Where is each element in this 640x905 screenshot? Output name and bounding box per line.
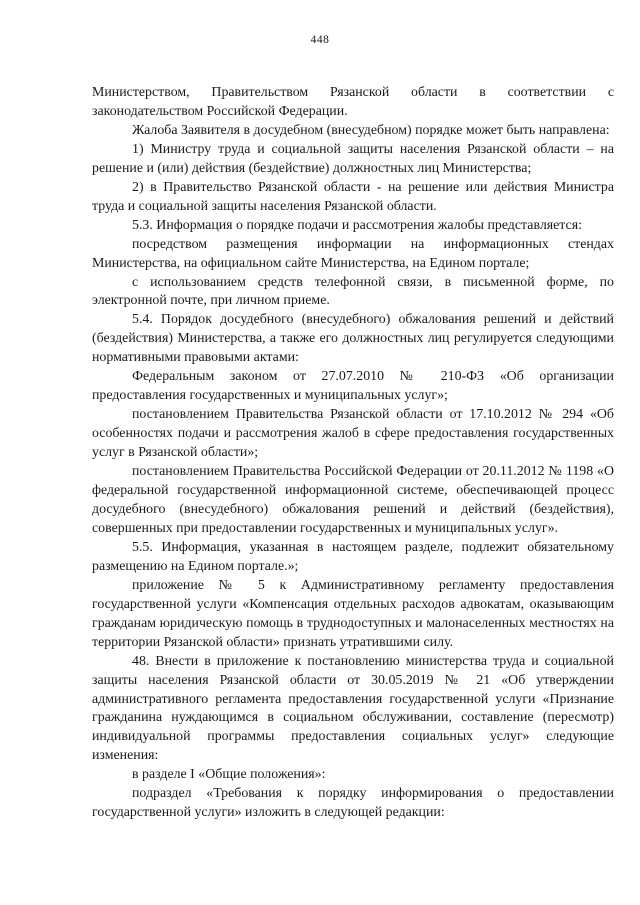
document-body <box>92 84 614 823</box>
paragraph-section-1: в разделе I «Общие положения»: <box>132 767 326 783</box>
paragraph-ministry-continuation: Министерством, Правительством Рязанской области в соответствии с законодательством Российской Федерации. <box>92 85 614 119</box>
paragraph-5-5: 5.5. Информация, указанная в настоящем разделе, подлежит обязательному размещению на Едином портале.»; <box>92 539 614 574</box>
paragraph-48: 48. Внести в приложение к постановлению министерства труда и социальной защиты населения Рязанской области от 30.05.2019 № 21 «Об утверждении административного регламента предоставления государственной услуги «Признание гражданина нуждающимся в социальном обслуживании, составление (пересмотр) индивидуальной программы предоставления социальных услуг» следующие изменения: <box>92 653 614 764</box>
paragraph-item-2-government: 2) в Правительство Рязанской области - на решение или действия Министра труда и социальной защиты населения Рязанской области. <box>92 179 614 214</box>
paragraph-subsection-requirements: подраздел «Требования к порядку информирования о предоставлении государственной услуги» изложить в следующей редакции: <box>92 786 614 821</box>
paragraph-info-stands: посредством размещения информации на информационных стендах Министерства, на официальном сайте Министерства, на Едином портале; <box>92 236 614 271</box>
paragraph-resolution-294: постановлением Правительства Рязанской области от 17.10.2012 № 294 «Об особенностях подачи и рассмотрения жалоб в сфере предоставления государственных услуг в Рязанской области»; <box>92 407 614 461</box>
paragraph-appendix-5: приложение № 5 к Административному регламенту предоставления государственной услуги «Компенсация отдельных расходов адвокатам, оказывающим гражданам юридическую помощь в труднодоступных и малонаселенных местностях на территории Рязанской области» признать утратившими силу. <box>92 577 614 650</box>
paragraph-resolution-1198: постановлением Правительства Российской Федерации от 20.11.2012 № 1198 «О федеральной государственной информационной системе, обеспечивающей процесс досудебного (внесудебного) обжалования решений и действий (бездействия), совершенных при предоставлении государственных и муниципальных услуг». <box>92 464 614 536</box>
paragraph-5-4: 5.4. Порядок досудебного (внесудебного) обжалования решений и действий (бездействия) Министерства, а также его должностных лиц регулируется следующими нормативными правовыми актами: <box>92 312 614 366</box>
paragraph-complaint-directed: Жалоба Заявителя в досудебном (внесудебном) порядке может быть направлена: <box>132 122 610 138</box>
paragraph-phone-email: с использованием средств телефонной связи, в письменной форме, по электронной почте, при личном приеме. <box>92 274 614 309</box>
page-number: 448 <box>310 34 330 46</box>
paragraph-item-1-minister: 1) Министру труда и социальной защиты населения Рязанской области – на решение и (или) действия (бездействие) должностных лиц Министерства; <box>92 141 614 176</box>
paragraph-federal-law-210: Федеральным законом от 27.07.2010 № 210-ФЗ «Об организации предоставления государственных и муниципальных услуг»; <box>92 369 614 404</box>
paragraph-5-3: 5.3. Информация о порядке подачи и рассмотрения жалобы представляется: <box>132 217 582 233</box>
